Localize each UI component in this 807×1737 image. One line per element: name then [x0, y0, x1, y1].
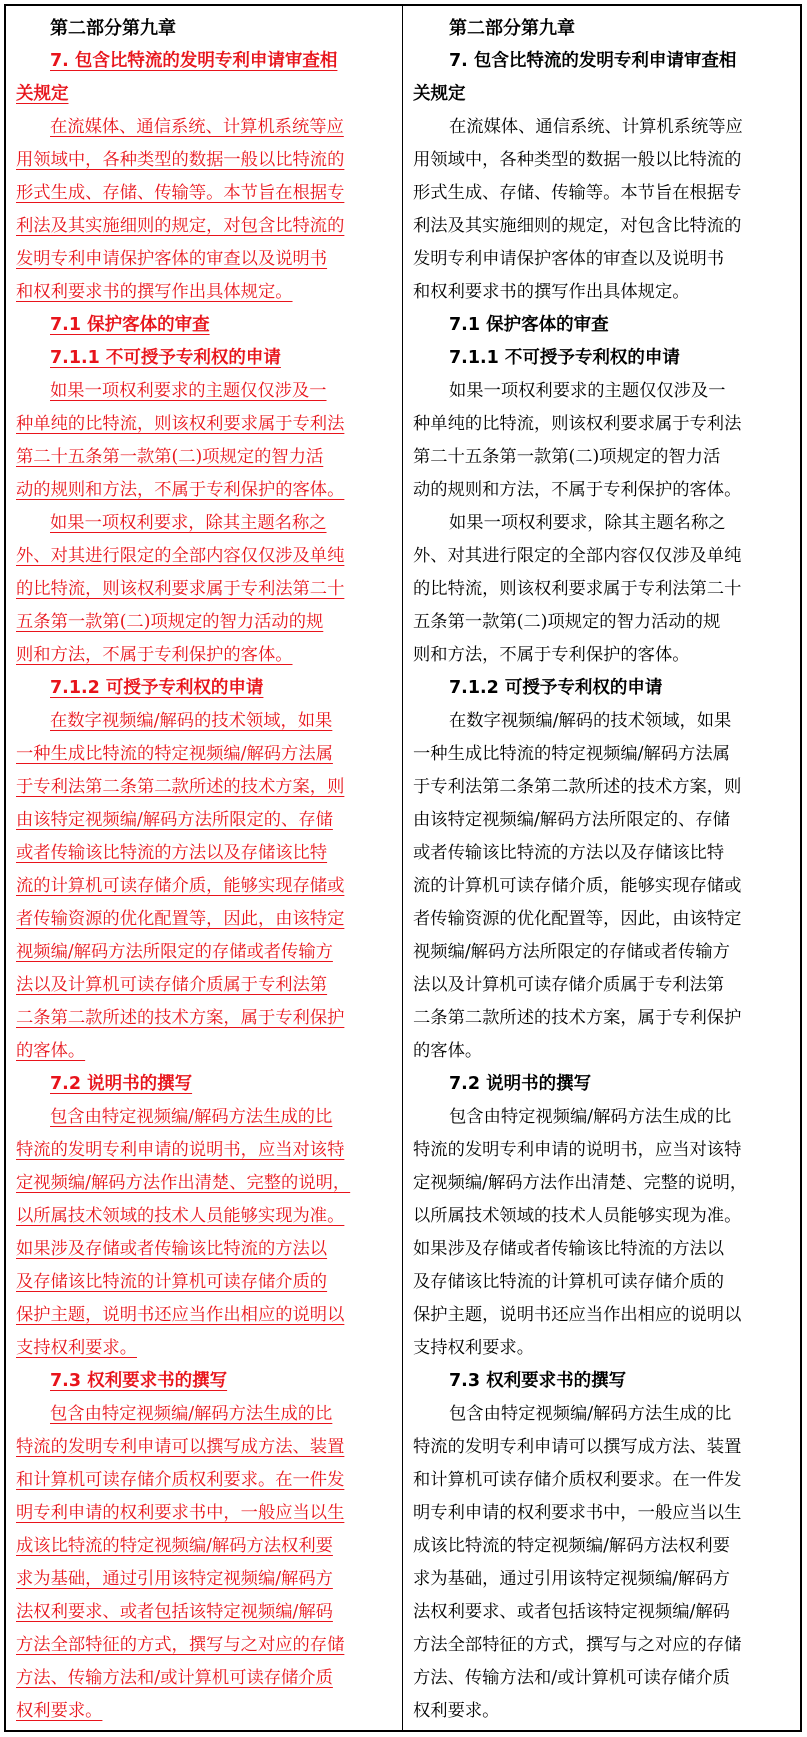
text-line: 则和方法，不属于专利保护的客体。 [413, 645, 690, 665]
text-line: 和权利要求书的撰写作出具体规定。 [16, 282, 293, 302]
section-heading: 7.1 保护客体的审查 [449, 315, 609, 335]
section-heading: 7.1.1 不可授予专利权的申请 [449, 348, 680, 368]
text-line: 种单纯的比特流，则该权利要求属于专利法 [16, 414, 345, 434]
text-line: 形式生成、存储、传输等。本节旨在根据专 [16, 183, 345, 203]
text-line: 成该比特流的特定视频编/解码方法权利要 [413, 1536, 730, 1556]
text-line: 如果涉及存储或者传输该比特流的方法以 [16, 1239, 328, 1259]
section-heading: 7. 包含比特流的发明专利申请审查相 [50, 51, 338, 71]
text-line: 种单纯的比特流，则该权利要求属于专利法 [413, 414, 742, 434]
text-line: 方法全部特征的方式，撰写与之对应的存储 [16, 1635, 345, 1655]
text-line: 于专利法第二条第二款所述的技术方案，则 [413, 777, 742, 797]
text-line: 在流媒体、通信系统、计算机系统等应 [449, 117, 743, 137]
text-line: 视频编/解码方法所限定的存储或者传输方 [16, 942, 333, 962]
text-line: 在数字视频编/解码的技术领域，如果 [449, 711, 732, 731]
text-line: 特流的发明专利申请可以撰写成方法、装置 [413, 1437, 742, 1457]
text-line: 由该特定视频编/解码方法所限定的、存储 [413, 810, 730, 830]
text-line: 保护主题，说明书还应当作出相应的说明以 [16, 1305, 345, 1325]
text-line: 的比特流，则该权利要求属于专利法第二十 [413, 579, 742, 599]
text-line: 明专利申请的权利要求书中，一般应当以生 [413, 1503, 742, 1523]
text-line: 支持权利要求。 [16, 1338, 137, 1358]
text-line: 成该比特流的特定视频编/解码方法权利要 [16, 1536, 333, 1556]
text-line: 求为基础，通过引用该特定视频编/解码方 [16, 1569, 333, 1589]
revised-text-column [6, 6, 403, 1730]
text-line: 第二十五条第一款第(二)项规定的智力活 [413, 447, 721, 467]
text-line: 的客体。 [413, 1041, 483, 1061]
text-line: 的比特流，则该权利要求属于专利法第二十 [16, 579, 345, 599]
text-line: 发明专利申请保护客体的审查以及说明书 [413, 249, 725, 269]
text-line: 权利要求。 [16, 1701, 103, 1721]
text-line: 如果一项权利要求的主题仅仅涉及一 [50, 381, 327, 401]
text-line: 法以及计算机可读存储介质属于专利法第 [16, 975, 328, 995]
text-line: 外、对其进行限定的全部内容仅仅涉及单纯 [16, 546, 345, 566]
text-line: 二条第二款所述的技术方案，属于专利保护 [16, 1008, 345, 1028]
original-text-column [403, 6, 800, 1730]
text-line: 明专利申请的权利要求书中，一般应当以生 [16, 1503, 345, 1523]
text-line: 由该特定视频编/解码方法所限定的、存储 [16, 810, 333, 830]
text-line: 如果一项权利要求，除其主题名称之 [50, 513, 327, 533]
text-line: 流的计算机可读存储介质，能够实现存储或 [16, 876, 345, 896]
text-line: 于专利法第二条第二款所述的技术方案，则 [16, 777, 345, 797]
text-line: 以所属技术领域的技术人员能够实现为准。 [413, 1206, 742, 1226]
text-line: 包含由特定视频编/解码方法生成的比 [449, 1107, 732, 1127]
text-line: 包含由特定视频编/解码方法生成的比 [449, 1404, 732, 1424]
text-line: 和计算机可读存储介质权利要求。在一件发 [16, 1470, 345, 1490]
text-line: 者传输资源的优化配置等，因此，由该特定 [16, 909, 345, 929]
text-line: 求为基础，通过引用该特定视频编/解码方 [413, 1569, 730, 1589]
section-heading: 7.3 权利要求书的撰写 [50, 1371, 228, 1391]
text-line: 方法、传输方法和/或计算机可读存储介质 [413, 1668, 730, 1688]
text-line: 保护主题，说明书还应当作出相应的说明以 [413, 1305, 742, 1325]
text-line: 或者传输该比特流的方法以及存储该比特 [413, 843, 725, 863]
text-line: 利法及其实施细则的规定，对包含比特流的 [16, 216, 345, 236]
text-line: 包含由特定视频编/解码方法生成的比 [50, 1107, 333, 1127]
section-heading: 关规定 [16, 84, 69, 104]
section-heading: 7.1.2 可授予专利权的申请 [50, 678, 264, 698]
section-heading: 7. 包含比特流的发明专利申请审查相 [449, 51, 737, 71]
text-line: 者传输资源的优化配置等，因此，由该特定 [413, 909, 742, 929]
text-line: 法权利要求、或者包括该特定视频编/解码 [16, 1602, 333, 1622]
text-line: 一种生成比特流的特定视频编/解码方法属 [413, 744, 730, 764]
text-line: 及存储该比特流的计算机可读存储介质的 [413, 1272, 725, 1292]
text-line: 和计算机可读存储介质权利要求。在一件发 [413, 1470, 742, 1490]
text-line: 一种生成比特流的特定视频编/解码方法属 [16, 744, 333, 764]
text-line: 及存储该比特流的计算机可读存储介质的 [16, 1272, 328, 1292]
text-line: 则和方法，不属于专利保护的客体。 [16, 645, 293, 665]
text-line: 视频编/解码方法所限定的存储或者传输方 [413, 942, 730, 962]
text-line: 方法全部特征的方式，撰写与之对应的存储 [413, 1635, 742, 1655]
text-line: 形式生成、存储、传输等。本节旨在根据专 [413, 183, 742, 203]
text-line: 如果涉及存储或者传输该比特流的方法以 [413, 1239, 725, 1259]
section-heading: 关规定 [413, 84, 466, 104]
text-line: 动的规则和方法，不属于专利保护的客体。 [16, 480, 345, 500]
text-line: 用领域中，各种类型的数据一般以比特流的 [413, 150, 742, 170]
text-line: 用领域中，各种类型的数据一般以比特流的 [16, 150, 345, 170]
text-line: 动的规则和方法，不属于专利保护的客体。 [413, 480, 742, 500]
text-line: 在数字视频编/解码的技术领域，如果 [50, 711, 333, 731]
section-heading: 第二部分第九章 [50, 18, 176, 39]
text-line: 以所属技术领域的技术人员能够实现为准。 [16, 1206, 345, 1226]
text-line: 定视频编/解码方法作出清楚、完整的说明， [16, 1173, 351, 1193]
text-line: 特流的发明专利申请的说明书，应当对该特 [16, 1140, 345, 1160]
text-line: 外、对其进行限定的全部内容仅仅涉及单纯 [413, 546, 742, 566]
text-line: 第二十五条第一款第(二)项规定的智力活 [16, 447, 324, 467]
section-heading: 7.1 保护客体的审查 [50, 315, 210, 335]
text-line: 的客体。 [16, 1041, 86, 1061]
text-line: 在流媒体、通信系统、计算机系统等应 [50, 117, 344, 137]
text-line: 特流的发明专利申请可以撰写成方法、装置 [16, 1437, 345, 1457]
text-line: 支持权利要求。 [413, 1338, 534, 1358]
text-line: 利法及其实施细则的规定，对包含比特流的 [413, 216, 742, 236]
comparison-table [4, 4, 802, 1732]
section-heading: 第二部分第九章 [449, 18, 575, 39]
section-heading: 7.2 说明书的撰写 [449, 1074, 592, 1094]
text-line: 定视频编/解码方法作出清楚、完整的说明， [413, 1173, 748, 1193]
text-line: 或者传输该比特流的方法以及存储该比特 [16, 843, 328, 863]
text-line: 五条第一款第(二)项规定的智力活动的规 [16, 612, 324, 632]
text-line: 和权利要求书的撰写作出具体规定。 [413, 282, 690, 302]
section-heading: 7.1.1 不可授予专利权的申请 [50, 348, 281, 368]
text-line: 如果一项权利要求的主题仅仅涉及一 [449, 381, 726, 401]
text-line: 五条第一款第(二)项规定的智力活动的规 [413, 612, 721, 632]
section-heading: 7.3 权利要求书的撰写 [449, 1371, 627, 1391]
text-line: 发明专利申请保护客体的审查以及说明书 [16, 249, 328, 269]
text-line: 权利要求。 [413, 1701, 500, 1721]
text-line: 二条第二款所述的技术方案，属于专利保护 [413, 1008, 742, 1028]
text-line: 特流的发明专利申请的说明书，应当对该特 [413, 1140, 742, 1160]
text-line: 法权利要求、或者包括该特定视频编/解码 [413, 1602, 730, 1622]
text-line: 包含由特定视频编/解码方法生成的比 [50, 1404, 333, 1424]
section-heading: 7.1.2 可授予专利权的申请 [449, 678, 663, 698]
text-line: 流的计算机可读存储介质，能够实现存储或 [413, 876, 742, 896]
section-heading: 7.2 说明书的撰写 [50, 1074, 193, 1094]
text-line: 如果一项权利要求，除其主题名称之 [449, 513, 726, 533]
text-line: 方法、传输方法和/或计算机可读存储介质 [16, 1668, 333, 1688]
text-line: 法以及计算机可读存储介质属于专利法第 [413, 975, 725, 995]
